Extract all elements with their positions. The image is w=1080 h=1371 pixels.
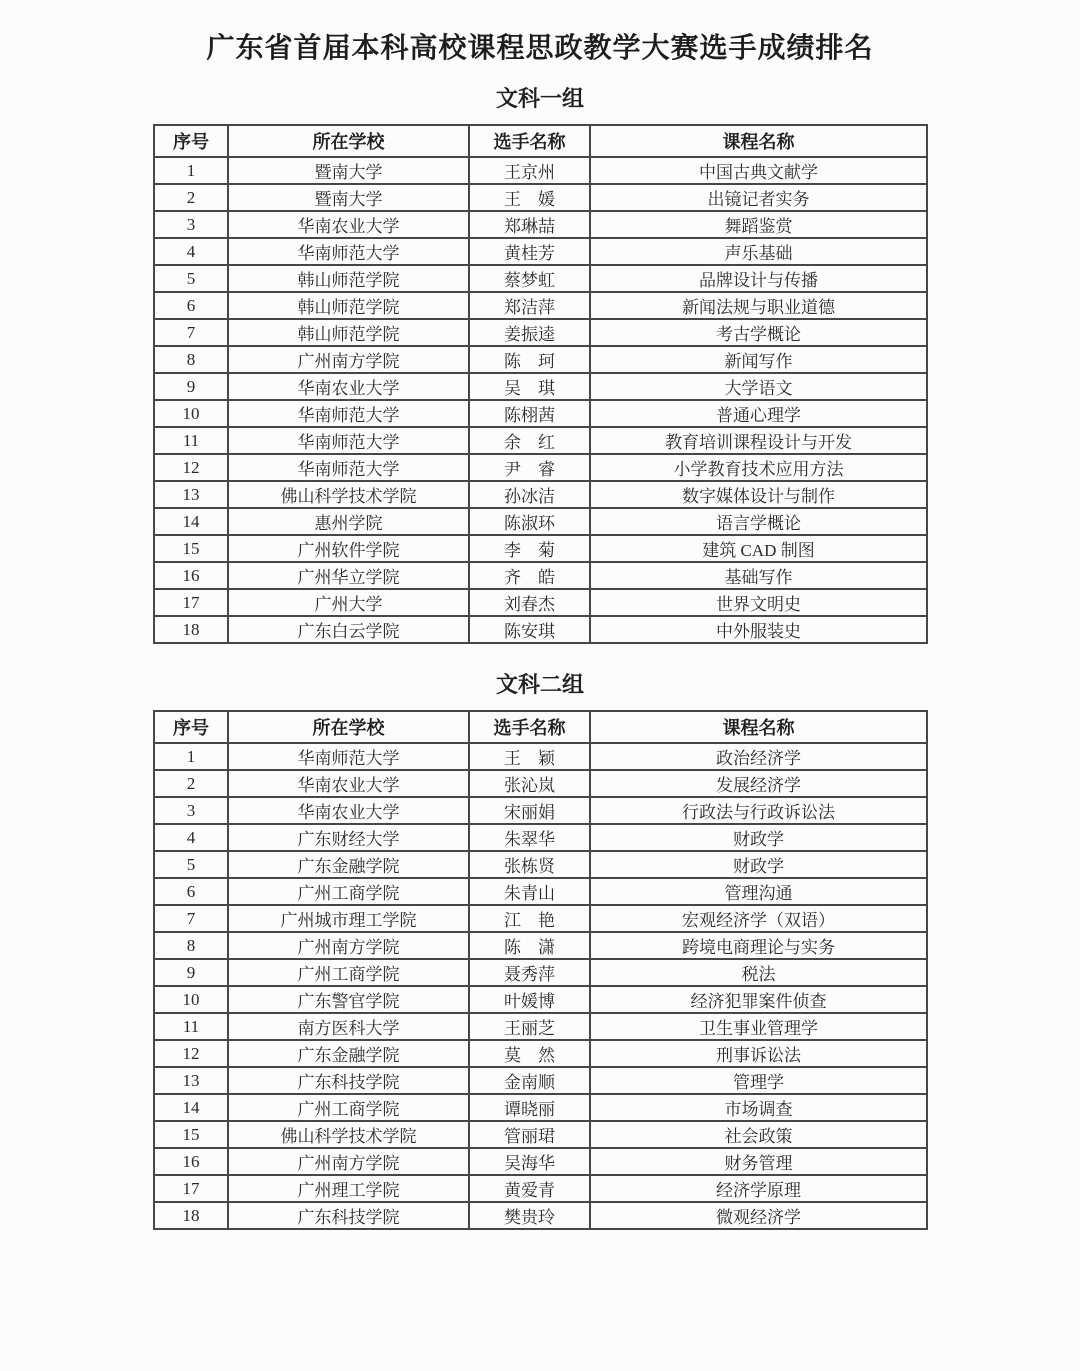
cell-name: 莫 然 <box>469 1040 590 1067</box>
cell-index: 7 <box>154 905 228 932</box>
column-header-course: 课程名称 <box>590 711 927 743</box>
cell-course: 中外服装史 <box>590 616 927 643</box>
cell-course: 语言学概论 <box>590 508 927 535</box>
cell-course: 行政法与行政诉讼法 <box>590 797 927 824</box>
table-row <box>154 265 927 292</box>
cell-name: 姜振逵 <box>469 319 590 346</box>
cell-course: 新闻法规与职业道德 <box>590 292 927 319</box>
table-row <box>154 1067 927 1094</box>
cell-index: 18 <box>154 616 228 643</box>
cell-name: 陈淑环 <box>469 508 590 535</box>
cell-index: 12 <box>154 1040 228 1067</box>
cell-school: 广东金融学院 <box>228 1040 469 1067</box>
cell-index: 14 <box>154 508 228 535</box>
column-header-index: 序号 <box>154 711 228 743</box>
cell-school: 广东警官学院 <box>228 986 469 1013</box>
cell-index: 10 <box>154 400 228 427</box>
cell-index: 15 <box>154 535 228 562</box>
table-row <box>154 616 927 643</box>
group-2-table-header <box>154 711 927 743</box>
cell-course: 微观经济学 <box>590 1202 927 1229</box>
cell-course: 市场调查 <box>590 1094 927 1121</box>
cell-school: 广州工商学院 <box>228 878 469 905</box>
table-row <box>154 346 927 373</box>
cell-index: 8 <box>154 346 228 373</box>
cell-school: 广东财经大学 <box>228 824 469 851</box>
cell-course: 数字媒体设计与制作 <box>590 481 927 508</box>
cell-name: 江 艳 <box>469 905 590 932</box>
cell-index: 1 <box>154 743 228 770</box>
cell-index: 4 <box>154 238 228 265</box>
cell-name: 陈 潇 <box>469 932 590 959</box>
cell-name: 陈 珂 <box>469 346 590 373</box>
cell-school: 广东科技学院 <box>228 1202 469 1229</box>
cell-course: 基础写作 <box>590 562 927 589</box>
cell-school: 广州工商学院 <box>228 1094 469 1121</box>
cell-school: 华南农业大学 <box>228 211 469 238</box>
cell-index: 5 <box>154 851 228 878</box>
cell-course: 教育培训课程设计与开发 <box>590 427 927 454</box>
cell-course: 建筑 CAD 制图 <box>590 535 927 562</box>
cell-name: 谭晓丽 <box>469 1094 590 1121</box>
cell-school: 广东金融学院 <box>228 851 469 878</box>
cell-name: 王丽芝 <box>469 1013 590 1040</box>
cell-name: 王京州 <box>469 157 590 184</box>
column-header-name: 选手名称 <box>469 125 590 157</box>
cell-index: 3 <box>154 797 228 824</box>
table-row <box>154 1121 927 1148</box>
table-row <box>154 211 927 238</box>
cell-school: 广州华立学院 <box>228 562 469 589</box>
table-row <box>154 1202 927 1229</box>
cell-name: 黄爱青 <box>469 1175 590 1202</box>
cell-course: 经济学原理 <box>590 1175 927 1202</box>
cell-school: 华南农业大学 <box>228 770 469 797</box>
cell-name: 王 媛 <box>469 184 590 211</box>
cell-name: 黄桂芳 <box>469 238 590 265</box>
cell-index: 2 <box>154 184 228 211</box>
cell-name: 齐 皓 <box>469 562 590 589</box>
table-row <box>154 481 927 508</box>
table-row <box>154 319 927 346</box>
column-header-school: 所在学校 <box>228 125 469 157</box>
cell-name: 聂秀萍 <box>469 959 590 986</box>
cell-school: 华南师范大学 <box>228 400 469 427</box>
table-row <box>154 797 927 824</box>
cell-name: 金南顺 <box>469 1067 590 1094</box>
table-row <box>154 1148 927 1175</box>
cell-course: 财政学 <box>590 824 927 851</box>
cell-course: 卫生事业管理学 <box>590 1013 927 1040</box>
cell-index: 17 <box>154 1175 228 1202</box>
cell-index: 17 <box>154 589 228 616</box>
table-row <box>154 1094 927 1121</box>
cell-index: 7 <box>154 319 228 346</box>
table-row <box>154 589 927 616</box>
cell-course: 经济犯罪案件侦查 <box>590 986 927 1013</box>
table-row <box>154 986 927 1013</box>
cell-school: 广东科技学院 <box>228 1067 469 1094</box>
cell-course: 世界文明史 <box>590 589 927 616</box>
cell-name: 尹 睿 <box>469 454 590 481</box>
cell-name: 张沁岚 <box>469 770 590 797</box>
cell-school: 佛山科学技术学院 <box>228 1121 469 1148</box>
column-header-name: 选手名称 <box>469 711 590 743</box>
table-row <box>154 400 927 427</box>
cell-school: 惠州学院 <box>228 508 469 535</box>
cell-index: 16 <box>154 562 228 589</box>
table-row <box>154 535 927 562</box>
cell-school: 暨南大学 <box>228 157 469 184</box>
cell-name: 余 红 <box>469 427 590 454</box>
group-2-heading: 文科二组 <box>495 672 584 697</box>
table-row <box>154 824 927 851</box>
cell-name: 吴海华 <box>469 1148 590 1175</box>
cell-course: 大学语文 <box>590 373 927 400</box>
cell-school: 佛山科学技术学院 <box>228 481 469 508</box>
cell-school: 华南师范大学 <box>228 454 469 481</box>
cell-name: 宋丽娟 <box>469 797 590 824</box>
cell-course: 舞蹈鉴赏 <box>590 211 927 238</box>
table-row <box>154 932 927 959</box>
table-row <box>154 157 927 184</box>
table-row <box>154 184 927 211</box>
cell-name: 郑琳喆 <box>469 211 590 238</box>
cell-school: 广州南方学院 <box>228 1148 469 1175</box>
column-header-course: 课程名称 <box>590 125 927 157</box>
cell-index: 18 <box>154 1202 228 1229</box>
cell-school: 广州工商学院 <box>228 959 469 986</box>
cell-name: 叶媛博 <box>469 986 590 1013</box>
cell-index: 3 <box>154 211 228 238</box>
cell-course: 宏观经济学（双语） <box>590 905 927 932</box>
cell-school: 广州南方学院 <box>228 346 469 373</box>
column-header-school: 所在学校 <box>228 711 469 743</box>
cell-school: 华南师范大学 <box>228 238 469 265</box>
table-row <box>154 878 927 905</box>
cell-name: 张栋贤 <box>469 851 590 878</box>
cell-index: 4 <box>154 824 228 851</box>
cell-index: 11 <box>154 1013 228 1040</box>
column-header-index: 序号 <box>154 125 228 157</box>
cell-school: 华南师范大学 <box>228 743 469 770</box>
cell-course: 发展经济学 <box>590 770 927 797</box>
cell-name: 陈安琪 <box>469 616 590 643</box>
cell-name: 陈栩茜 <box>469 400 590 427</box>
cell-name: 李 菊 <box>469 535 590 562</box>
cell-course: 管理学 <box>590 1067 927 1094</box>
cell-course: 财务管理 <box>590 1148 927 1175</box>
cell-index: 13 <box>154 481 228 508</box>
cell-index: 15 <box>154 1121 228 1148</box>
cell-name: 樊贵玲 <box>469 1202 590 1229</box>
group-2-table-body <box>154 743 927 1229</box>
cell-course: 跨境电商理论与实务 <box>590 932 927 959</box>
cell-school: 韩山师范学院 <box>228 319 469 346</box>
cell-school: 暨南大学 <box>228 184 469 211</box>
cell-school: 广州城市理工学院 <box>228 905 469 932</box>
cell-index: 1 <box>154 157 228 184</box>
cell-school: 华南农业大学 <box>228 797 469 824</box>
cell-index: 12 <box>154 454 228 481</box>
cell-course: 出镜记者实务 <box>590 184 927 211</box>
cell-index: 5 <box>154 265 228 292</box>
cell-index: 16 <box>154 1148 228 1175</box>
group-1-table-body <box>154 157 927 643</box>
table-row <box>154 743 927 770</box>
cell-course: 政治经济学 <box>590 743 927 770</box>
table-row <box>154 959 927 986</box>
cell-index: 2 <box>154 770 228 797</box>
cell-name: 蔡梦虹 <box>469 265 590 292</box>
group-1-heading: 文科一组 <box>495 86 584 111</box>
header-row <box>154 125 927 157</box>
cell-name: 管丽珺 <box>469 1121 590 1148</box>
cell-name: 朱青山 <box>469 878 590 905</box>
cell-school: 广州软件学院 <box>228 535 469 562</box>
cell-school: 南方医科大学 <box>228 1013 469 1040</box>
document-title: 广东省首届本科高校课程思政教学大赛选手成绩排名 <box>206 33 874 64</box>
cell-index: 13 <box>154 1067 228 1094</box>
cell-course: 普通心理学 <box>590 400 927 427</box>
cell-school: 韩山师范学院 <box>228 292 469 319</box>
cell-index: 14 <box>154 1094 228 1121</box>
cell-course: 社会政策 <box>590 1121 927 1148</box>
cell-course: 小学教育技术应用方法 <box>590 454 927 481</box>
cell-school: 广东白云学院 <box>228 616 469 643</box>
group-2-table <box>153 710 928 1230</box>
cell-school: 韩山师范学院 <box>228 265 469 292</box>
cell-index: 11 <box>154 427 228 454</box>
cell-school: 广州理工学院 <box>228 1175 469 1202</box>
table-row <box>154 1013 927 1040</box>
cell-index: 8 <box>154 932 228 959</box>
cell-name: 郑洁萍 <box>469 292 590 319</box>
header-row <box>154 711 927 743</box>
cell-school: 华南农业大学 <box>228 373 469 400</box>
table-row <box>154 562 927 589</box>
table-row <box>154 454 927 481</box>
table-row <box>154 238 927 265</box>
cell-name: 刘春杰 <box>469 589 590 616</box>
table-row <box>154 1040 927 1067</box>
cell-school: 华南师范大学 <box>228 427 469 454</box>
table-row <box>154 1175 927 1202</box>
cell-course: 新闻写作 <box>590 346 927 373</box>
table-row <box>154 905 927 932</box>
cell-course: 考古学概论 <box>590 319 927 346</box>
group-1-table-header <box>154 125 927 157</box>
table-row <box>154 851 927 878</box>
table-row <box>154 427 927 454</box>
table-row <box>154 508 927 535</box>
cell-course: 财政学 <box>590 851 927 878</box>
table-row <box>154 292 927 319</box>
cell-course: 刑事诉讼法 <box>590 1040 927 1067</box>
cell-school: 广州大学 <box>228 589 469 616</box>
cell-course: 管理沟通 <box>590 878 927 905</box>
cell-course: 品牌设计与传播 <box>590 265 927 292</box>
cell-index: 6 <box>154 292 228 319</box>
cell-name: 孙冰洁 <box>469 481 590 508</box>
table-row <box>154 770 927 797</box>
cell-name: 朱翠华 <box>469 824 590 851</box>
cell-name: 王 颖 <box>469 743 590 770</box>
cell-index: 10 <box>154 986 228 1013</box>
cell-course: 中国古典文献学 <box>590 157 927 184</box>
cell-index: 6 <box>154 878 228 905</box>
table-row <box>154 373 927 400</box>
group-1-table <box>153 124 928 644</box>
cell-school: 广州南方学院 <box>228 932 469 959</box>
cell-course: 声乐基础 <box>590 238 927 265</box>
cell-index: 9 <box>154 373 228 400</box>
cell-name: 吴 琪 <box>469 373 590 400</box>
cell-course: 税法 <box>590 959 927 986</box>
cell-index: 9 <box>154 959 228 986</box>
